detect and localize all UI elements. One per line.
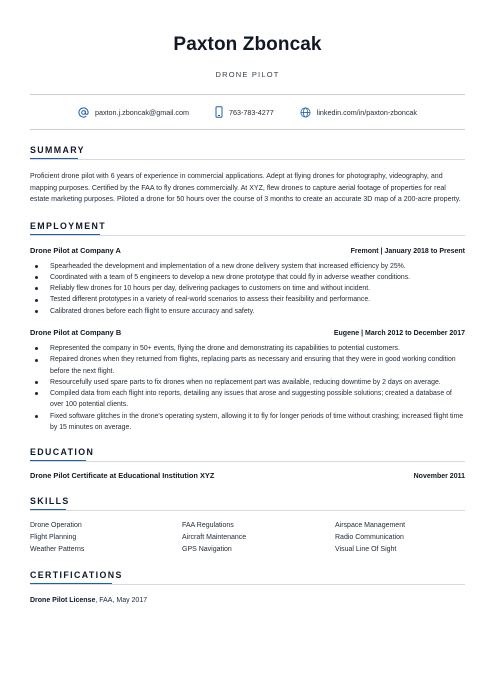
section-heading: SKILLS <box>30 496 70 507</box>
skill-item: GPS Navigation <box>182 545 232 553</box>
education-entry <box>30 471 465 480</box>
certification-details: , FAA, May 2017 <box>95 597 148 605</box>
job-header <box>30 246 465 255</box>
section-heading: CERTIFICATIONS <box>30 570 123 581</box>
degree-title: Drone Pilot Certificate at Educational Institution XYZ <box>30 471 215 481</box>
phone-text: 763-783-4277 <box>228 107 274 117</box>
list-item: Reliably flew drones for 10 hours per day, delivering packages to customers on time and without incident. <box>30 283 465 294</box>
job-title: Drone Pilot at Company A <box>30 245 121 255</box>
list-item: Tested different prototypes in a variety of real-world scenarios to assess their feasibility and performance. <box>30 294 465 305</box>
section-divider <box>30 461 465 462</box>
job-meta: Eugene | March 2012 to December 2017 <box>333 329 465 337</box>
skill-item: Radio Communication <box>335 534 404 542</box>
section-title-certifications <box>30 570 465 585</box>
section-title-employment <box>30 221 465 236</box>
skill-item: Aircraft Maintenance <box>182 534 247 542</box>
job-entry <box>30 246 465 317</box>
job-bullets <box>30 343 465 433</box>
job-header <box>30 328 465 337</box>
contact-linkedin[interactable] <box>300 107 417 118</box>
section-divider <box>30 235 465 236</box>
skill-item: Airspace Management <box>335 522 406 530</box>
skills-section <box>30 496 465 555</box>
candidate-name: Paxton Zboncak <box>173 34 322 55</box>
education-section <box>30 447 465 480</box>
divider <box>30 129 465 130</box>
list-item: Coordinated with a team of 5 engineers to develop a new drone prototype that could fly in adverse weather conditions. <box>30 272 465 283</box>
summary-section <box>30 145 465 206</box>
list-item: Repaired drones when they returned from flights, replacing parts as necessary and ensuring that they were in good working condition before the next flight. <box>30 354 465 377</box>
certification-name: Drone Pilot License <box>30 597 96 605</box>
job-role: DRONE PILOT <box>215 70 280 79</box>
list-item: Spearheaded the development and implementation of a new drone delivery system that increased efficiency by 25%. <box>30 261 465 272</box>
phone-icon <box>215 106 223 118</box>
job-title: Drone Pilot at Company B <box>30 327 122 337</box>
list-item: Calibrated drones before each flight to ensure accuracy and safety. <box>30 306 465 317</box>
list-item: Represented the company in 50+ events, flying the drone and demonstrating its capabilities to potential customers. <box>30 343 465 354</box>
skill-item: Flight Planning <box>30 534 77 542</box>
linkedin-text: linkedin.com/in/paxton-zboncak <box>316 107 418 117</box>
section-heading: EDUCATION <box>30 447 95 458</box>
skill-item: Weather Patterns <box>30 545 85 553</box>
job-entry <box>30 328 465 433</box>
section-divider <box>30 584 465 585</box>
employment-section <box>30 221 465 434</box>
job-meta: Fremont | January 2018 to Present <box>350 247 465 255</box>
section-title-education <box>30 447 465 462</box>
email-text: paxton.j.zboncak@gmail.com <box>94 107 189 117</box>
section-heading: EMPLOYMENT <box>30 220 107 231</box>
contact-bar <box>30 95 465 129</box>
skill-item: Drone Operation <box>30 522 82 530</box>
section-title-skills <box>30 496 465 511</box>
section-divider <box>30 159 465 160</box>
at-icon <box>78 107 89 118</box>
education-date: November 2011 <box>413 473 465 481</box>
skill-item: FAA Regulations <box>182 522 234 530</box>
list-item: Resourcefully used spare parts to fix drones when no replacement part was available, reducing downtime by 2 days on average. <box>30 377 465 388</box>
summary-text: Proficient drone pilot with 6 years of experience in commercial applications. Adept at flying drones for photography, videography, and mapping purposes. Certified by the FAA to fly drones commercially. At XYZ, flew drones to capture aerial footage of properties for real estate marketing purposes. Piloted a drone for 50 hours over the course of 3 months to create an accurate 3D map of a 200-acre property. <box>30 173 461 203</box>
section-divider <box>30 510 465 511</box>
section-title-summary <box>30 145 465 160</box>
contact-phone[interactable] <box>215 106 274 118</box>
skill-item: Visual Line Of Sight <box>335 545 397 553</box>
globe-icon <box>300 107 311 118</box>
list-item: Compiled data from each flight into reports, detailing any issues that arose and suggesting possible solutions; created a database of over 100 potential clients. <box>30 388 465 411</box>
skills-grid <box>30 521 465 555</box>
list-item: Fixed software glitches in the drone's operating system, allowing it to fly for longer periods of time without crashing; increased flight time by 15 minutes on average. <box>30 411 465 434</box>
contact-email[interactable] <box>78 107 189 118</box>
certifications-section <box>30 570 465 604</box>
certification-entry <box>30 597 465 604</box>
job-bullets <box>30 261 465 317</box>
section-heading: SUMMARY <box>30 145 85 155</box>
